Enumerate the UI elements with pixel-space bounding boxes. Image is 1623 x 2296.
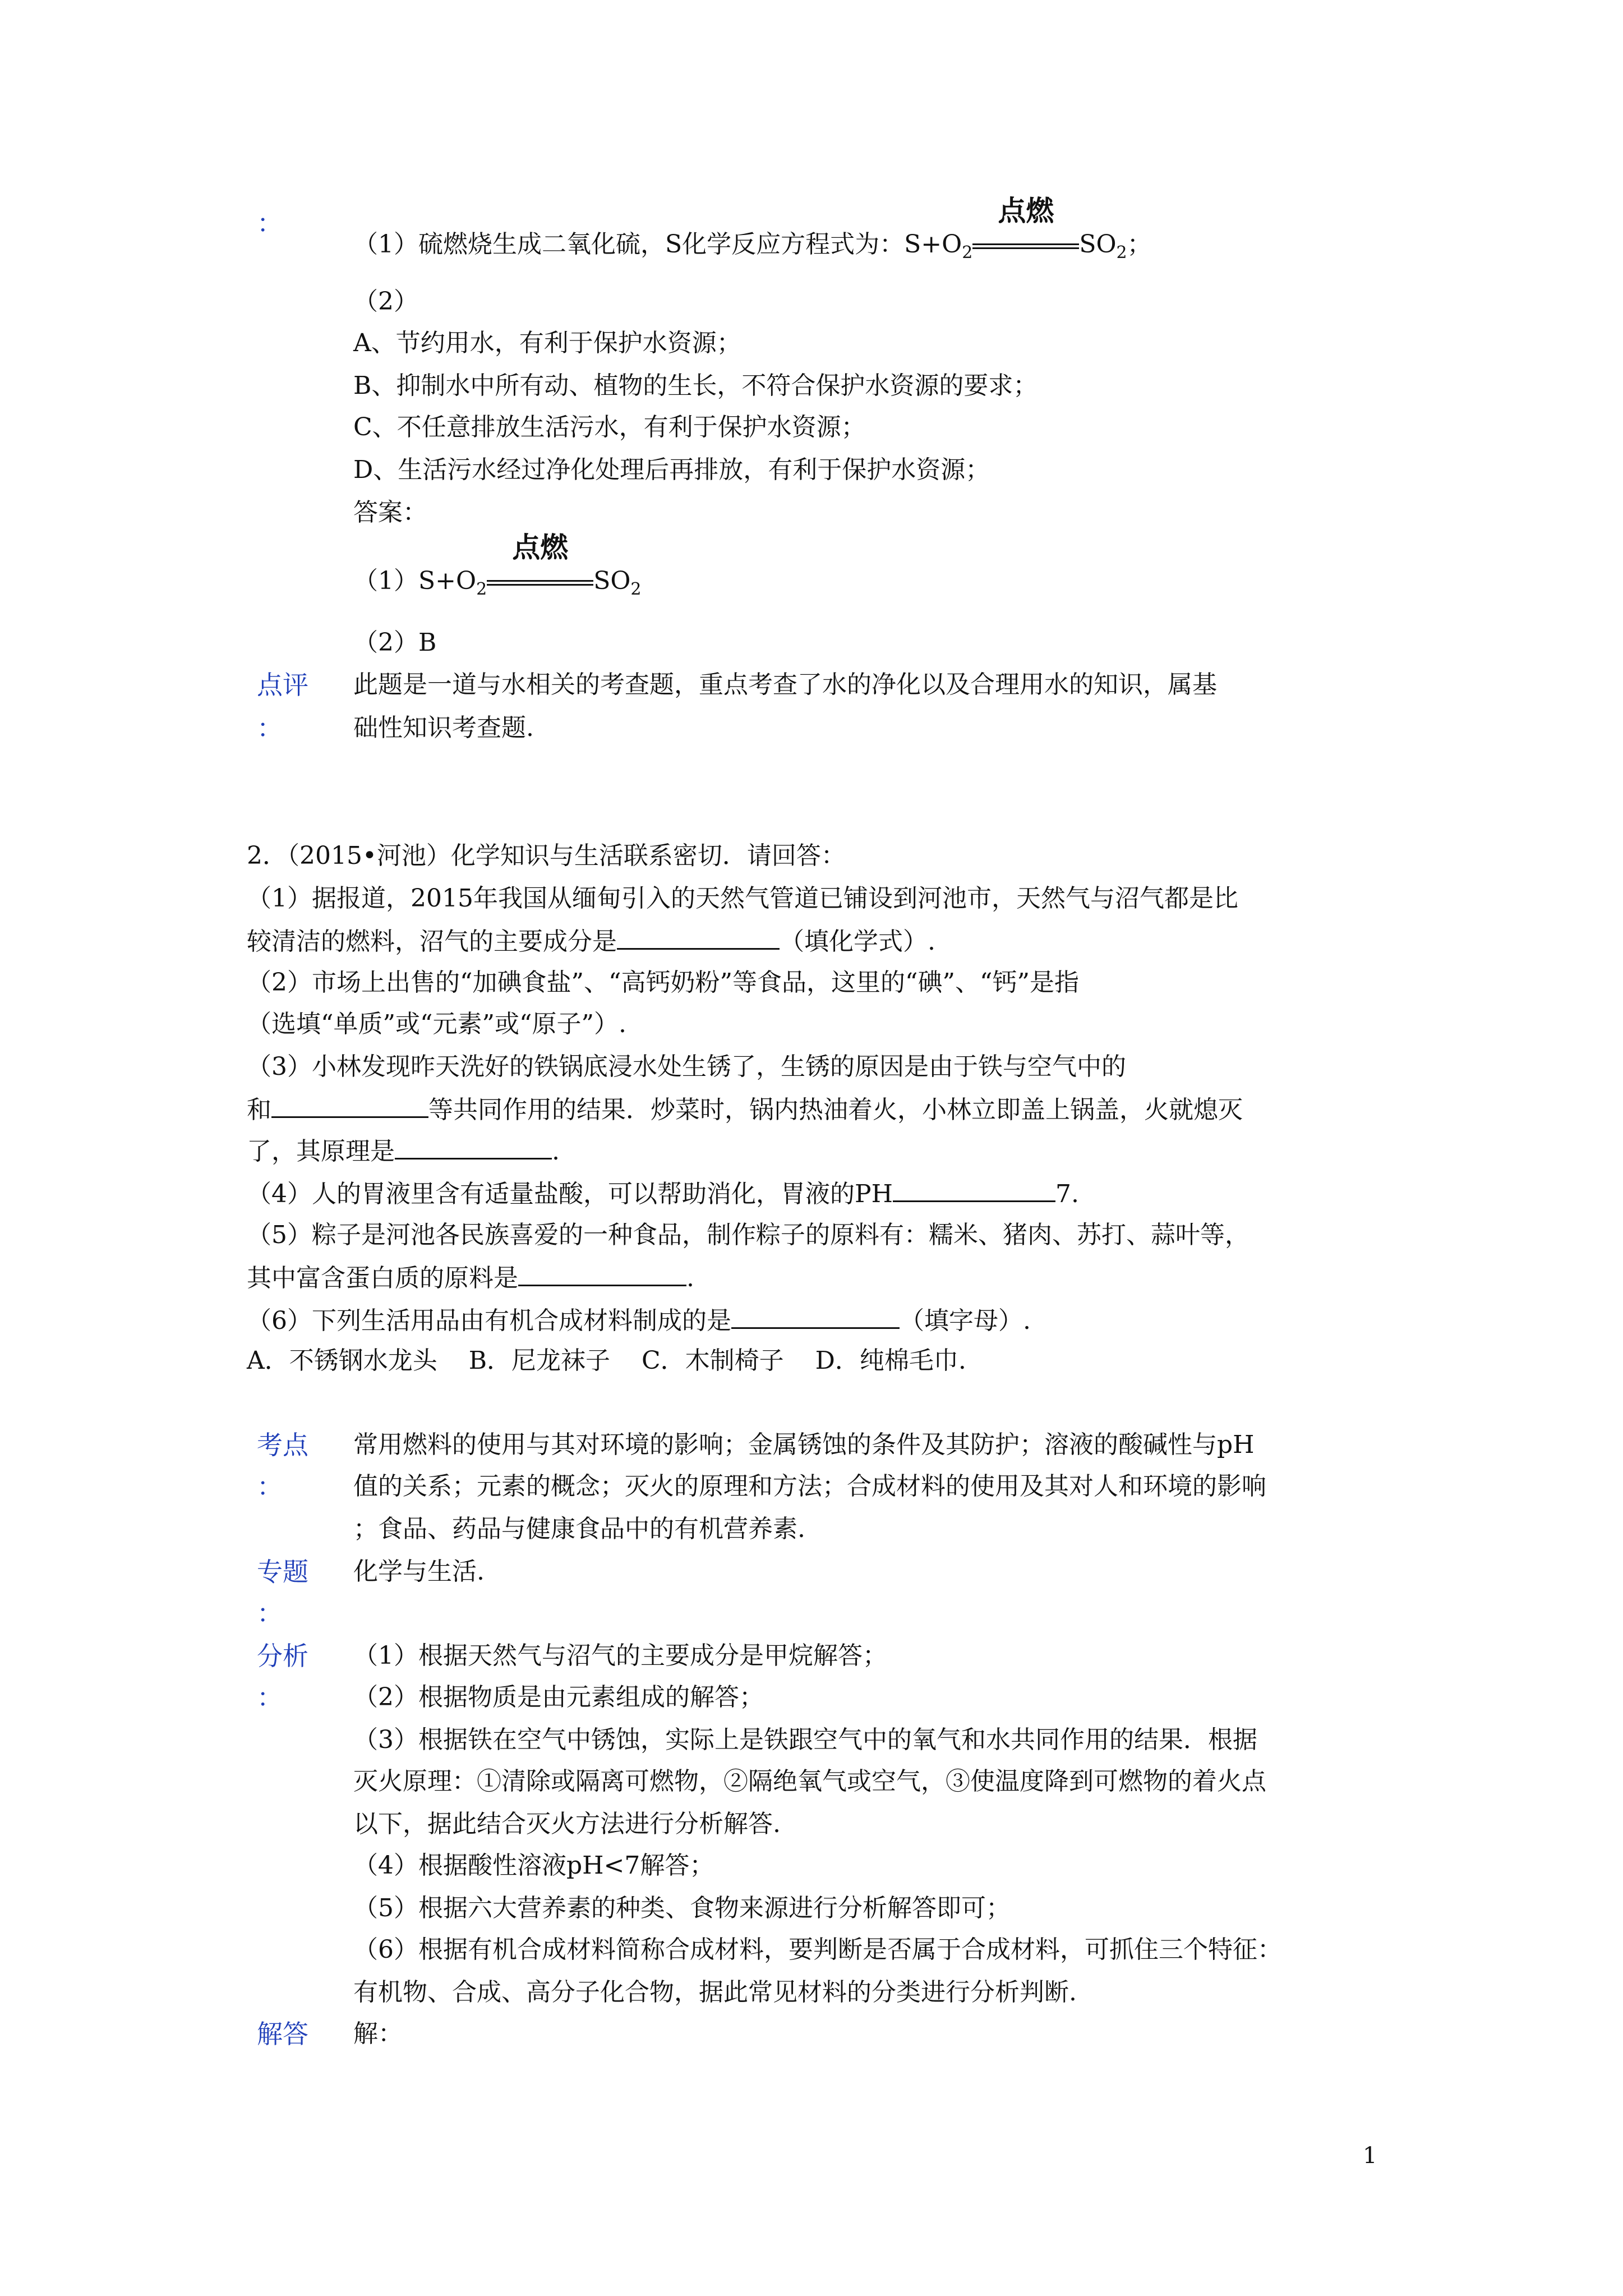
q2-part1-line1: （1）据报道，2015年我国从缅甸引入的天然气管道已铺设到河池市，天然气与沼气都是比: [247, 884, 1238, 913]
answer-1: $(1)S+O_2$ 点燃 $SO_2$: [353, 531, 642, 599]
analysis-line-1: （1）硫燃烧生成二氧化硫，S化学反应方程式为：$S+O_2$ 点燃 $SO_2$；: [353, 195, 1152, 263]
q2-part2-line2: （选填“单质”或“元素”或“原子”）.: [247, 1010, 626, 1038]
comment-line-1: 此题是一道与水相关的考查题，重点考查了水的净化以及合理用水的知识，属基: [353, 670, 1217, 699]
answer-blank-5[interactable]: [518, 1262, 686, 1286]
q2-part5-line1: （5）粽子是河池各民族喜爱的一种食品，制作粽子的原料有：糯米、猪肉、苏打、蒜叶等，: [247, 1221, 1249, 1249]
answer-blank-1[interactable]: [617, 926, 780, 950]
analysis-line-2: （2）: [353, 287, 418, 316]
fenxi-line-2: （2）根据物质是由元素组成的解答；: [353, 1683, 764, 1711]
fenxi-line-4: 灭火原理：①清除或隔离可燃物，②隔绝氧气或空气，③使温度降到可燃物的着火点: [353, 1767, 1266, 1796]
label-fenxi-colon: ：: [257, 1682, 283, 1713]
option-c-text: C、不任意排放生活污水，有利于保护水资源；: [353, 413, 866, 441]
label-kaodian: 考点: [257, 1430, 308, 1460]
analysis-line-1-text: （1）硫燃烧生成二氧化硫，S化学反应方程式为：: [353, 230, 905, 259]
q2-part2-line1: （2）市场上出售的“加碘食盐”、“高钙奶粉”等食品，这里的“碘”、“钙”是指: [247, 968, 1079, 997]
option-b-text: B、抑制水中所有动、植物的生长，不符合保护水资源的要求；: [353, 371, 1038, 400]
fenxi-line-1: （1）根据天然气与沼气的主要成分是甲烷解答；: [353, 1641, 887, 1670]
q2-part6: （6）下列生活用品由有机合成材料制成的是 （填字母）.: [247, 1305, 1031, 1336]
answer-blank-6[interactable]: [731, 1305, 900, 1329]
label-kaodian-colon: ：: [257, 1471, 283, 1502]
q2-part4: （4）人的胃液里含有适量盐酸，可以帮助消化，胃液的PH 7.: [247, 1178, 1079, 1209]
zhuanti-text: 化学与生活.: [353, 1557, 485, 1586]
fenxi-line-6: （4）根据酸性溶液pH<7解答；: [353, 1851, 714, 1880]
label-fenxi: 分析: [257, 1641, 308, 1671]
answer-2: （2）B: [353, 628, 437, 657]
label-comment-colon: ：: [257, 713, 283, 743]
kaodian-line-2: 值的关系；元素的概念；灭火的原理和方法；合成材料的使用及其对人和环境的影响: [353, 1472, 1266, 1501]
option-d-text: D、生活污水经过净化处理后再排放，有利于保护水资源；: [353, 455, 990, 484]
reaction-condition: 点燃: [972, 230, 1079, 259]
equation-sulfur: $S+O_2$ 点燃 $SO_2$: [904, 195, 1127, 263]
answer-blank-4[interactable]: [893, 1178, 1055, 1202]
q2-part3-line3: 了，其原理是 .: [247, 1135, 560, 1166]
page-number: 1: [1363, 2143, 1377, 2169]
label-colon: ：: [257, 208, 283, 238]
q2-part1-line2: 较清洁的燃料，沼气的主要成分是 （填化学式）.: [247, 926, 935, 956]
q2-part3-line1: （3）小林发现昨天洗好的铁锅底浸水处生锈了，生锈的原因是由于铁与空气中的: [247, 1052, 1126, 1081]
fenxi-line-8: （6）根据有机合成材料简称合成材料，要判断是否属于合成材料，可抓住三个特征：: [353, 1935, 1282, 1964]
fenxi-line-7: （5）根据六大营养素的种类、食物来源进行分析解答即可；: [353, 1894, 1011, 1922]
label-jieda: 解答: [257, 2019, 308, 2049]
question-2-title: 2．（2015•河池）化学知识与生活联系密切．请回答：: [247, 841, 846, 870]
label-zhuanti-colon: ：: [257, 1598, 283, 1628]
fenxi-line-5: 以下，据此结合灭火方法进行分析解答.: [353, 1810, 781, 1838]
label-comment: 点评: [257, 670, 308, 700]
q2-options: A．不锈钢水龙头 B．尼龙袜子 C．木制椅子 D．纯棉毛巾.: [247, 1346, 966, 1375]
q2-part5-line2: 其中富含蛋白质的原料是 .: [247, 1262, 694, 1293]
kaodian-line-3: ；食品、药品与健康食品中的有机营养素.: [353, 1515, 805, 1543]
option-a-text: A、节约用水，有利于保护水资源；: [353, 329, 741, 357]
answer-reaction-condition: 点燃: [487, 567, 593, 596]
comment-line-2: 础性知识考查题.: [353, 714, 534, 742]
answer-label: 答案：: [353, 498, 427, 527]
fenxi-line-3: （3）根据铁在空气中锈蚀，实际上是铁跟空气中的氧气和水共同作用的结果．根据: [353, 1726, 1257, 1754]
q2-part3-line2: 和 等共同作用的结果．炒菜时，锅内热油着火，小林立即盖上锅盖，火就熄灭: [247, 1094, 1243, 1125]
jieda-text: 解：: [353, 2019, 403, 2048]
answer-blank-3[interactable]: [395, 1135, 552, 1159]
answer-blank-2[interactable]: [271, 1094, 428, 1118]
label-zhuanti: 专题: [257, 1557, 308, 1587]
kaodian-line-1: 常用燃料的使用与其对环境的影响；金属锈蚀的条件及其防护；溶液的酸碱性与pH: [353, 1430, 1255, 1459]
fenxi-line-9: 有机物、合成、高分子化合物，据此常见材料的分类进行分析判断.: [353, 1978, 1077, 2007]
